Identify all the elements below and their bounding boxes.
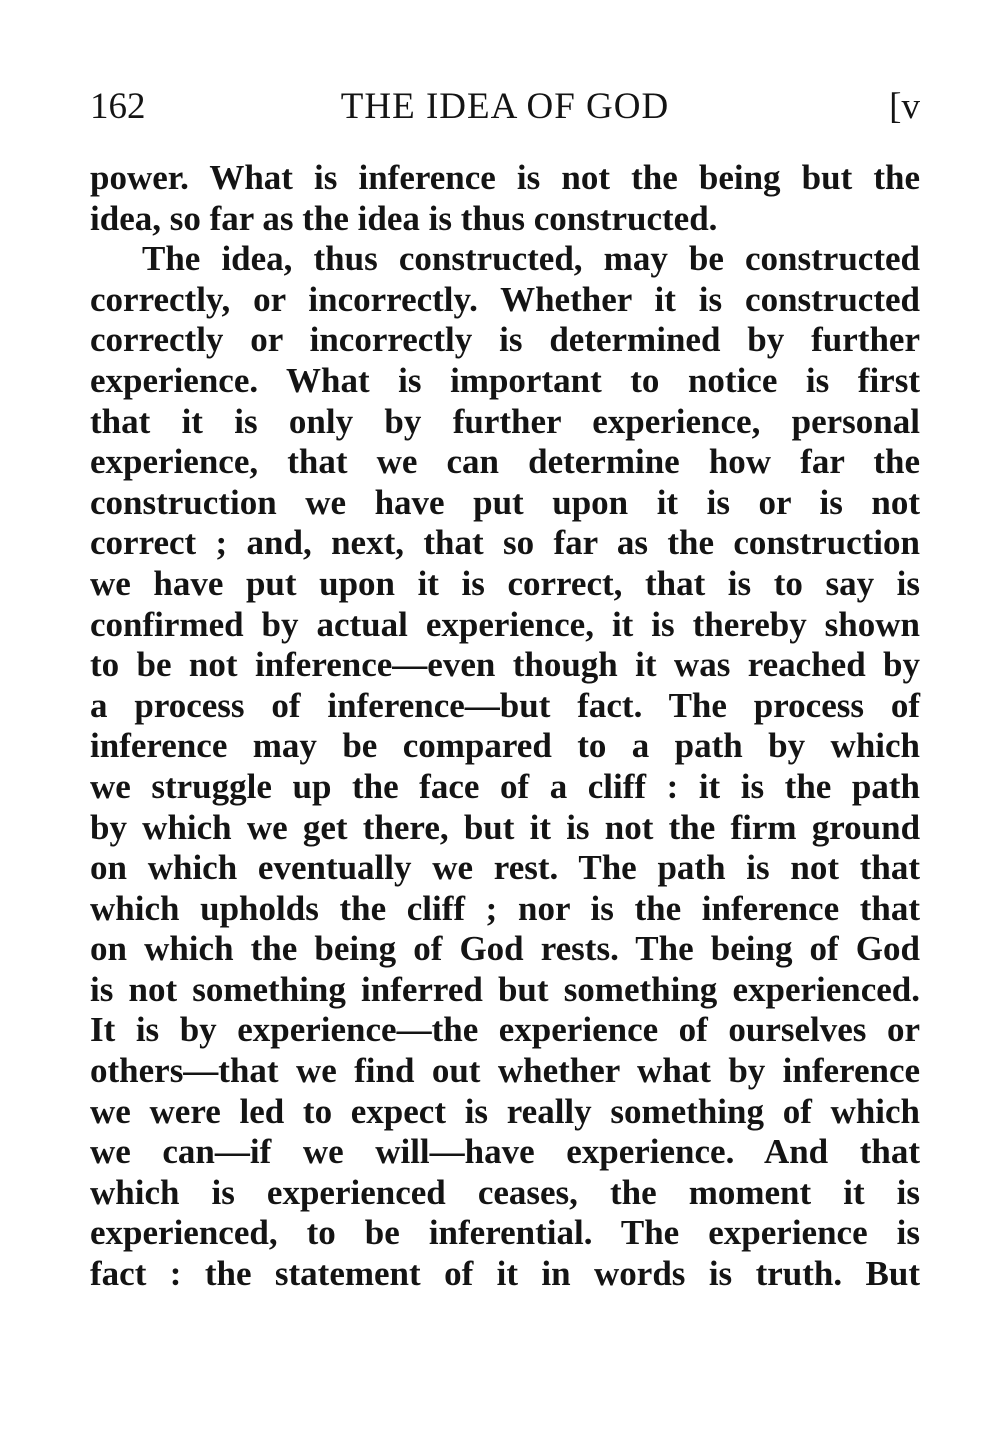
chapter-mark: [v: [889, 86, 920, 127]
text-line: others—that we find out whether what by inference: [90, 1051, 921, 1091]
text-line: which upholds the cliff ; nor is the inference that: [90, 888, 921, 928]
running-title: THE IDEA OF GOD: [340, 86, 670, 127]
text-line: we have put upon it is correct, that is to say is: [90, 563, 920, 603]
text-line: power. What is inference is not the being but the: [90, 158, 920, 197]
text-line: that it is only by further experience, personal: [90, 401, 920, 441]
text-line: inference may be compared to a path by which: [90, 726, 921, 766]
text-line: a process of inference—but fact. The process of: [90, 685, 920, 725]
text-line: by which we get there, but it is not the firm ground: [90, 807, 921, 847]
text-line: is not something inferred but something experienced.: [90, 969, 921, 1009]
body-text: [90, 158, 920, 1295]
text-line: on which eventually we rest. The path is not that: [90, 848, 920, 888]
text-line: correct ; and, next, that so far as the construction: [90, 523, 920, 563]
text-line: correctly, or incorrectly. Whether it is constructed: [90, 279, 920, 319]
text-line: we can—if we will—have experience. And that: [90, 1132, 920, 1172]
text-line: on which the being of God rests. The being of God: [90, 929, 920, 969]
page-header: [90, 80, 920, 134]
text-line: to be not inference—even though it was reached by: [90, 645, 921, 685]
text-line: It is by experience—the experience of ourselves or: [90, 1010, 920, 1050]
text-line: correctly or incorrectly is determined by further: [90, 320, 920, 360]
text-line: The idea, thus constructed, may be constructed: [142, 239, 920, 279]
text-line: idea, so far as the idea is thus constructed.: [90, 198, 718, 238]
text-line: confirmed by actual experience, it is thereby shown: [90, 604, 920, 644]
text-line: we struggle up the face of a cliff : it is the path: [90, 766, 920, 806]
text-line: which is experienced ceases, the moment it is: [90, 1172, 920, 1212]
text-line: construction we have put upon it is or is not: [90, 482, 920, 522]
text-line: experience, that we can determine how far the: [90, 442, 920, 482]
text-line: fact : the statement of it in words is truth. But: [90, 1254, 920, 1294]
text-line: we were led to expect is really something of which: [90, 1091, 921, 1131]
text-line: experience. What is important to notice is first: [90, 360, 920, 400]
text-line: experienced, to be inferential. The experience is: [90, 1213, 920, 1253]
page-number: 162: [90, 86, 146, 127]
